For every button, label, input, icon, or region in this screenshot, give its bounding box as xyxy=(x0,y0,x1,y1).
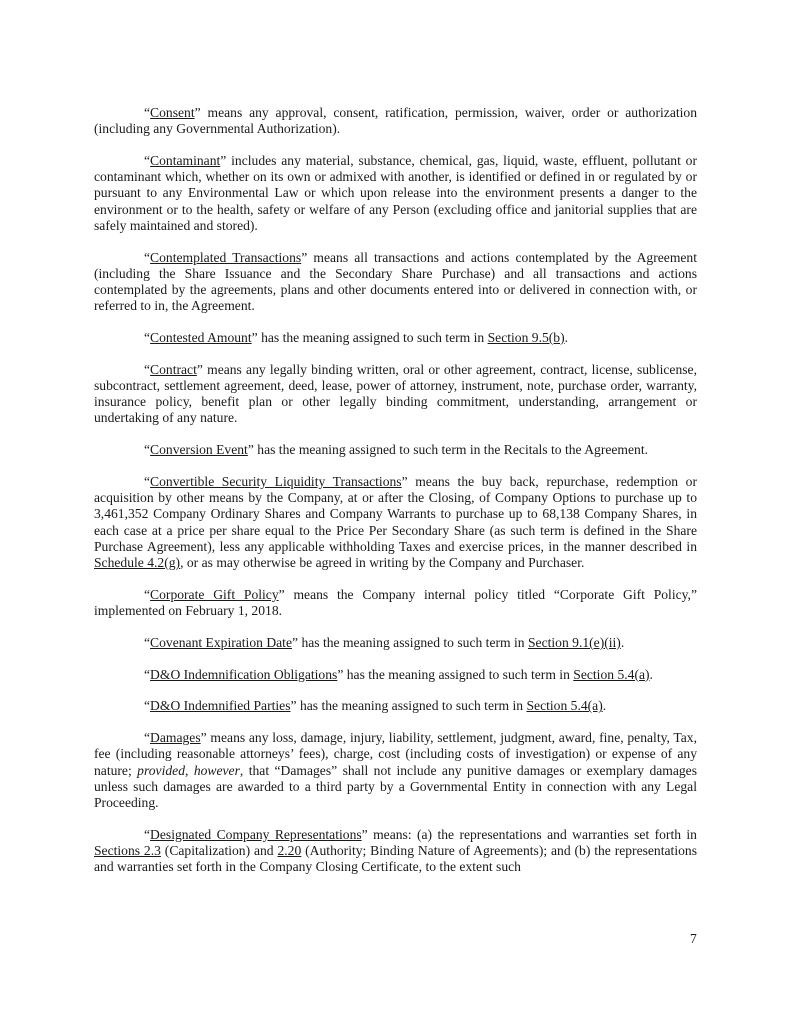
defined-term: D&O Indemnified Parties xyxy=(150,698,291,714)
italic-however: however xyxy=(193,762,240,778)
definition-text: means any approval, consent, ratification, permission, waiver, order or authorization (including any Governmental Authorization). xyxy=(94,105,697,137)
open-quote: “ xyxy=(144,666,151,682)
close-quote: ” xyxy=(247,442,254,458)
defined-term: Damages xyxy=(150,730,201,746)
defined-term: Contested Amount xyxy=(150,330,252,346)
close-quote: ” xyxy=(292,634,299,650)
open-quote: “ xyxy=(144,153,151,168)
definition-contemplated-transactions xyxy=(94,250,697,315)
close-quote: ” xyxy=(278,586,285,602)
section-reference: Sections 2.3 xyxy=(94,843,161,859)
section-reference: Section 9.1(e)(ii) xyxy=(527,634,621,650)
document-page xyxy=(94,105,697,891)
definition-text: means all transactions and actions contemplated by the Agreement (including the Share Issuance and the Secondary Share Purchase) and all transactions and actions contemplated by the agreements, plans and other documents entered into or delivered in connection with, or referred to in, the Agreement. xyxy=(94,249,697,314)
definition-damages xyxy=(94,730,697,811)
schedule-reference: Schedule 4.2(g) xyxy=(94,555,181,571)
open-quote: “ xyxy=(144,361,151,377)
close-quote: ” xyxy=(196,361,203,377)
open-quote: “ xyxy=(144,634,151,650)
defined-term: Corporate Gift Policy xyxy=(150,586,279,602)
definition-text: means any loss, damage, injury, liability, settlement, judgment, award, fine, penalty, Tax, fee (including reasonable attorneys’ fees), charge, cost (including costs of investigation) or expense of any nature; xyxy=(94,730,697,778)
defined-term: Contract xyxy=(150,361,197,377)
definition-tail: . xyxy=(602,698,607,714)
page-number: 7 xyxy=(690,931,697,946)
definition-text: means: (a) the representations and warranties set forth in xyxy=(367,826,697,842)
defined-term: Conversion Event xyxy=(150,442,248,458)
definition-corporate-gift-policy xyxy=(94,587,697,619)
open-quote: “ xyxy=(144,442,151,458)
definition-text: has the meaning assigned to such term in xyxy=(298,634,528,650)
definition-text: has the meaning assigned to such term in xyxy=(343,666,574,682)
close-quote: ” xyxy=(251,330,258,346)
open-quote: “ xyxy=(144,474,151,490)
definition-conversion-event xyxy=(94,442,697,458)
definition-designated-company-representations xyxy=(94,827,697,876)
definition-tail: . xyxy=(649,666,653,682)
definition-do-indemnification-obligations xyxy=(94,667,697,683)
close-quote: ” xyxy=(401,474,408,490)
separator: , xyxy=(185,762,194,778)
definition-do-indemnified-parties xyxy=(94,698,697,714)
close-quote: ” xyxy=(337,666,344,682)
definition-text: means any legally binding written, oral or other agreement, contract, license, sublicense, subcontract, settlement agreement, deed, lease, power of attorney, instrument, note, purchase order, warranty, insurance policy, benefit plan or other legally binding commitment, understanding, arrangement or undertaking of any nature. xyxy=(94,361,697,426)
open-quote: “ xyxy=(144,330,151,346)
definition-convertible-security-liquidity-transactions xyxy=(94,474,697,571)
definition-tail: . xyxy=(620,634,625,650)
definition-text: has the meaning assigned to such term in the Recitals to the Agreement. xyxy=(253,442,649,458)
definition-tail: (Authority; Binding Nature of Agreements); and (b) the representations and warranties set forth in the Company Closing Certificate, to the extent such xyxy=(94,843,697,875)
definition-tail: , or as may otherwise be agreed in writing by the Company and Purchaser. xyxy=(180,555,585,571)
definition-contested-amount xyxy=(94,330,697,346)
open-quote: “ xyxy=(144,826,151,842)
open-quote: “ xyxy=(144,586,151,602)
defined-term: D&O Indemnification Obligations xyxy=(150,666,338,682)
italic-provided: provided xyxy=(137,762,185,778)
definition-text: has the meaning assigned to such term in xyxy=(296,698,527,714)
defined-term: Convertible Security Liquidity Transactions xyxy=(150,474,402,490)
close-quote: ” xyxy=(301,249,308,265)
definition-tail: . xyxy=(564,330,569,346)
definition-text: means the Company internal policy titled “Corporate Gift Policy,” implemented on February 1, 2018. xyxy=(94,586,697,619)
definition-mid: (Capitalization) and xyxy=(160,843,278,859)
defined-term: Consent xyxy=(150,105,195,120)
open-quote: “ xyxy=(144,249,151,265)
open-quote: “ xyxy=(144,698,151,714)
definition-covenant-expiration-date xyxy=(94,635,697,651)
defined-term: Covenant Expiration Date xyxy=(150,634,292,650)
definition-text: means the buy back, repurchase, redemption or acquisition by other means by the Company, at or after the Closing, of Company Options to purchase up to 3,461,352 Company Ordinary Shares and Company Warrants to purchase up to 68,138 Company Shares, in each case at a price per share equal to the Price Per Secondary Share (as such term is defined in the Share Purchase Agreement), less any applicable withholding Taxes and exercise prices, in the manner described in xyxy=(94,474,697,554)
close-quote: ” xyxy=(194,105,201,120)
defined-term: Contemplated Transactions xyxy=(150,249,302,265)
defined-term: Designated Company Representations xyxy=(150,826,362,842)
definition-text: includes any material, substance, chemical, gas, liquid, waste, effluent, pollutant or contaminant which, whether on its own or admixed with another, is identified or defined in or regulated by or pursuant to any Environmental Law or which upon release into the environment presents a danger to the environment or to the health, safety or welfare of any Person (excluding office and janitorial supplies that are safely maintained and stored). xyxy=(94,153,697,233)
close-quote: ” xyxy=(361,826,368,842)
section-reference: Section 5.4(a) xyxy=(526,698,603,714)
definition-contract xyxy=(94,362,697,427)
definition-consent xyxy=(94,105,697,137)
section-reference: Section 5.4(a) xyxy=(573,666,650,682)
section-reference: 2.20 xyxy=(277,843,302,859)
close-quote: ” xyxy=(220,153,227,168)
close-quote: ” xyxy=(200,730,207,746)
open-quote: “ xyxy=(144,730,151,746)
defined-term: Contaminant xyxy=(150,153,221,168)
open-quote: “ xyxy=(144,105,151,120)
close-quote: ” xyxy=(290,698,297,714)
definition-text: has the meaning assigned to such term in xyxy=(257,330,488,346)
definition-contaminant xyxy=(94,153,697,234)
definition-tail: , that “Damages” shall not include any punitive damages or exemplary damages unless such damages are awarded to a third party by a Governmental Entity in connection with any Legal Proceeding. xyxy=(94,762,698,811)
section-reference: Section 9.5(b) xyxy=(487,330,565,346)
